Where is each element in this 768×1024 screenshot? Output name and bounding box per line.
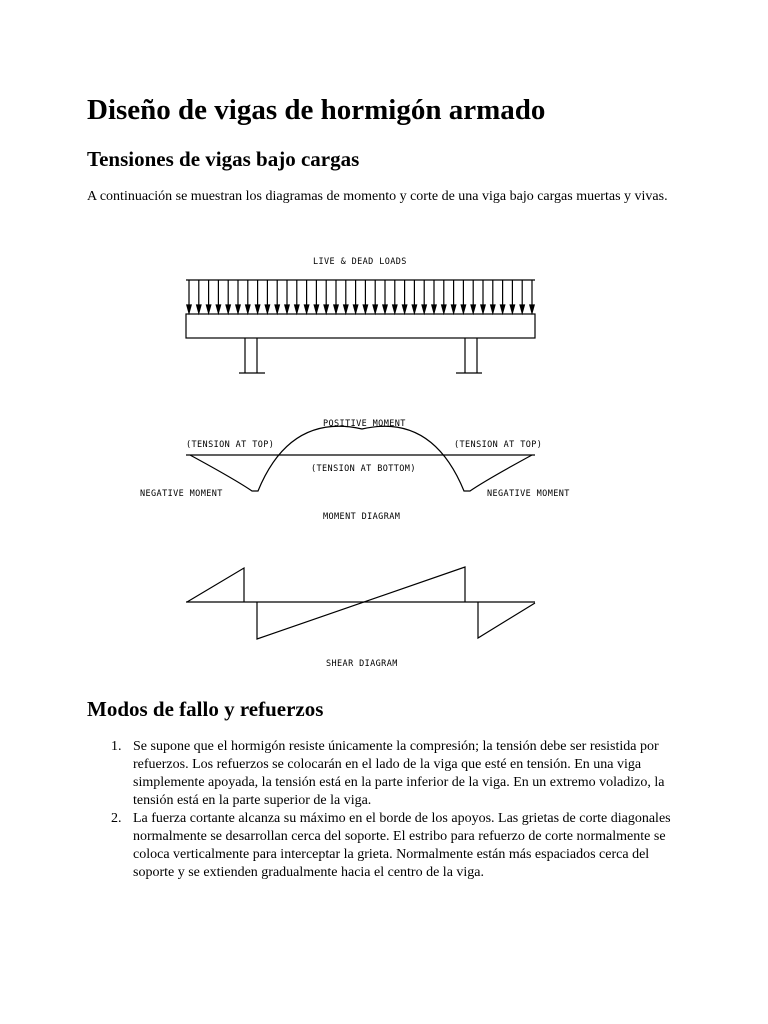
load-arrow-head bbox=[246, 305, 250, 313]
tension-top-right-label: (TENSION AT TOP) bbox=[454, 440, 543, 450]
negative-moment-left-label: NEGATIVE MOMENT bbox=[140, 489, 223, 499]
load-arrow-head bbox=[187, 305, 191, 313]
load-arrow-head bbox=[520, 305, 524, 313]
load-arrow-head bbox=[442, 305, 446, 313]
load-arrow-head bbox=[255, 305, 259, 313]
load-arrow-head bbox=[295, 305, 299, 313]
section-heading-stresses: Tensiones de vigas bajo cargas bbox=[87, 147, 360, 171]
list-item-text: Se supone que el hormigón resiste únicamente la compresión; la tensión debe ser resistida por refuerzos. Los refuerzos se colocarán en el lado de la viga que esté en tensión. En una viga simplemente apoyada, la tensión está en la parte inferior de la viga. En un extremo voladizo, la tensión está en la parte superior de la viga. bbox=[133, 739, 665, 808]
section-heading-failure-modes: Modos de fallo y refuerzos bbox=[87, 697, 324, 721]
load-arrow-head bbox=[412, 305, 416, 313]
load-arrow-head bbox=[236, 305, 240, 313]
load-arrow-head bbox=[393, 305, 397, 313]
moment-curve bbox=[190, 426, 532, 491]
load-arrow-head bbox=[353, 305, 357, 313]
tension-bottom-label: (TENSION AT BOTTOM) bbox=[311, 464, 416, 474]
negative-moment-right-label: NEGATIVE MOMENT bbox=[487, 489, 570, 499]
load-arrow-head bbox=[314, 305, 318, 313]
shear-middle bbox=[257, 567, 465, 639]
load-arrow-head bbox=[491, 305, 495, 313]
load-arrow-head bbox=[363, 305, 367, 313]
load-arrow-head bbox=[432, 305, 436, 313]
load-arrow-head bbox=[383, 305, 387, 313]
list-item-number: 2. bbox=[111, 811, 122, 826]
list-item bbox=[87, 810, 687, 882]
tension-top-left-label: (TENSION AT TOP) bbox=[186, 440, 275, 450]
load-arrow-head bbox=[226, 305, 230, 313]
load-arrow-head bbox=[530, 305, 534, 313]
beam bbox=[186, 314, 535, 338]
load-arrow-head bbox=[285, 305, 289, 313]
load-arrow-head bbox=[461, 305, 465, 313]
load-arrow-head bbox=[481, 305, 485, 313]
load-arrow-head bbox=[334, 305, 338, 313]
load-arrow-head bbox=[265, 305, 269, 313]
moment-diagram-label: MOMENT DIAGRAM bbox=[323, 512, 401, 522]
shear-right-triangle bbox=[478, 602, 535, 638]
load-arrow-head bbox=[510, 305, 514, 313]
page-title: Diseño de vigas de hormigón armado bbox=[87, 94, 546, 126]
load-arrows bbox=[187, 280, 534, 313]
left-support bbox=[239, 338, 265, 373]
intro-paragraph: A continuación se muestran los diagramas de momento y corte de una viga bajo cargas muertas y vivas. bbox=[87, 189, 668, 204]
load-arrow-head bbox=[344, 305, 348, 313]
load-arrow-head bbox=[471, 305, 475, 313]
load-arrow-head bbox=[402, 305, 406, 313]
list-item-number: 1. bbox=[111, 739, 122, 754]
shear-diagram-label: SHEAR DIAGRAM bbox=[326, 659, 398, 669]
list-item bbox=[87, 738, 687, 810]
load-arrow-head bbox=[304, 305, 308, 313]
load-arrow-head bbox=[216, 305, 220, 313]
load-arrow-head bbox=[373, 305, 377, 313]
load-arrow-head bbox=[324, 305, 328, 313]
load-arrow-head bbox=[500, 305, 504, 313]
load-arrow-head bbox=[206, 305, 210, 313]
shear-left-triangle bbox=[187, 568, 244, 602]
load-arrow-head bbox=[422, 305, 426, 313]
load-arrow-head bbox=[197, 305, 201, 313]
list-item-text: La fuerza cortante alcanza su máximo en el borde de los apoyos. Las grietas de corte diagonales normalmente se desarrollan cerca del soporte. El estribo para refuerzo de corte normalmente se coloca verticalmente para interceptar la grieta. Normalmente están más espaciados cerca del soporte y se extienden gradualmente hacia el centro de la viga. bbox=[133, 811, 671, 880]
right-support bbox=[456, 338, 482, 373]
load-arrow-head bbox=[275, 305, 279, 313]
positive-moment-label: POSITIVE MOMENT bbox=[323, 419, 406, 429]
load-arrow-head bbox=[451, 305, 455, 313]
loads-label: LIVE & DEAD LOADS bbox=[313, 257, 407, 267]
numbered-list bbox=[87, 738, 687, 882]
